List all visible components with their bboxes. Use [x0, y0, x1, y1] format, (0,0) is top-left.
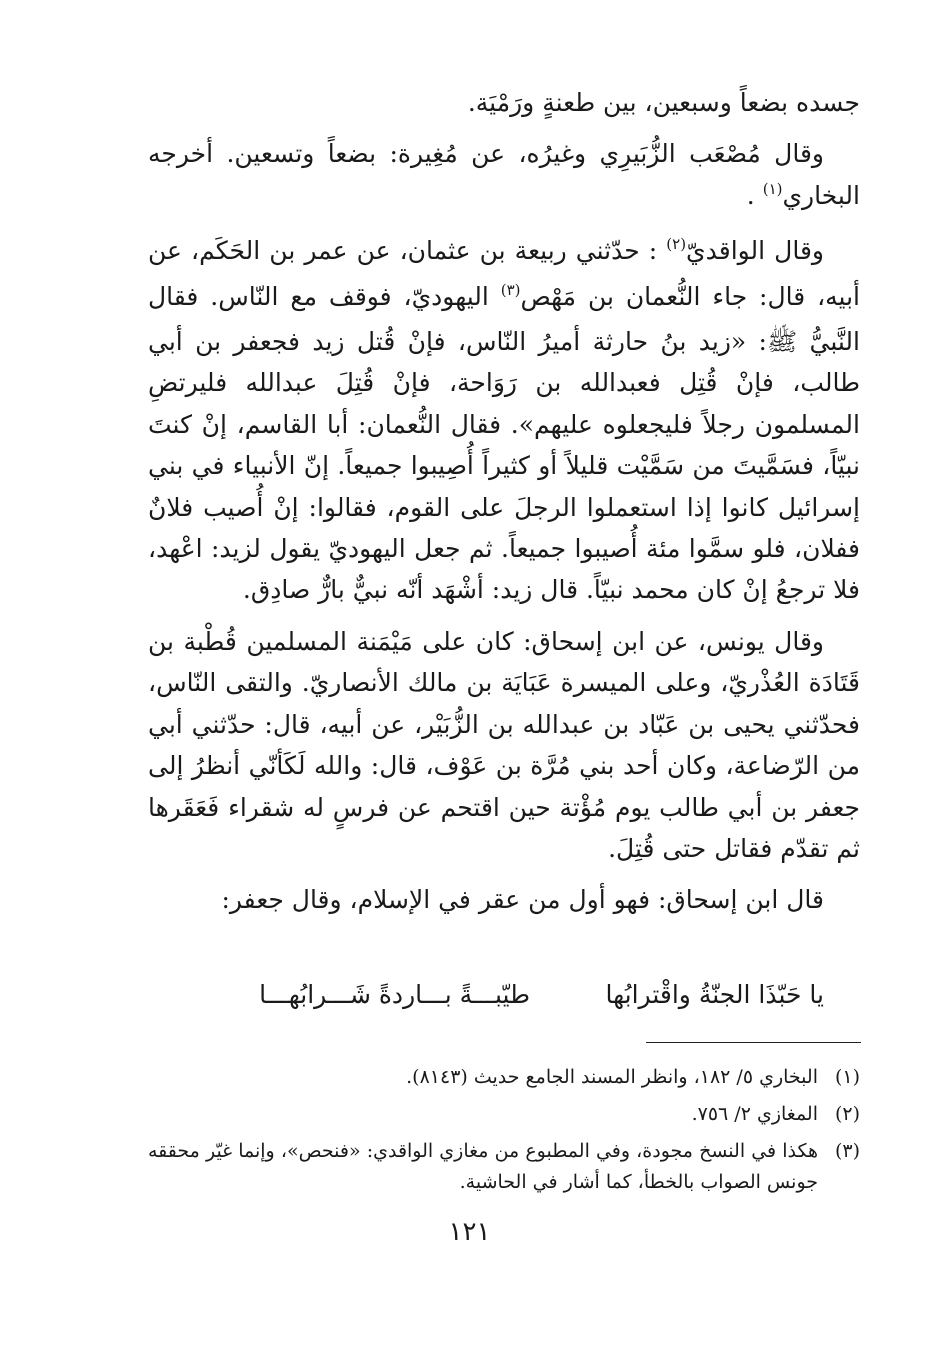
paragraph-2-text: وقال مُصْعَب الزُّبَيرِي وغيرُه، عن مُغِيرة: بضعاً وتسعين. أخرجه البخاري	[148, 139, 860, 210]
poem-hemistich-right: يا حَبّذَا الجنّةُ واقْترابُها	[605, 980, 824, 1009]
paragraph-4-text: وقال يونس، عن ابن إسحاق: كان على مَيْمَنة المسلمين قُطْبة بن قَتَادَة العُذْريّ، وعلى الميسرة عَبَايَة بن مالك الأنصاريّ. والتقى النّاس، فحدّثني يحيى بن عَبّاد بن عبدالله بن الزُّبَيْر، عن أبيه، قال: حدّثني أبي من الرّضاعة، وكان أحد بني مُرَّة بن عَوْف، قال: والله لَكَأنّي أنظرُ إلى جعفر بن أبي طالب يوم مُؤْتة حين اقتحم عن فرسٍ له شقراء فَعَقَرها ثم تقدّم فقاتل حتى قُتِلَ.	[148, 626, 860, 863]
poem-hemistich-left: طيّبـــةً بـــاردةً شَـــرابُهـــا	[259, 980, 530, 1009]
paragraph-5-text: قال ابن إسحاق: فهو أول من عقر في الإسلام، وقال جعفر:	[221, 885, 824, 915]
footnote-separator	[646, 1042, 861, 1043]
footnote-marker-1: (١)	[762, 179, 783, 198]
paragraph-1-text: جسده بضعاً وسبعين، بين طعنةٍ ورَمْيَة.	[467, 88, 860, 117]
paragraph-5	[148, 879, 860, 920]
footnote-3-text: هكذا في النسخ مجودة، وفي المطبوع من مغازي الواقدي: «فنحص»، وإنما غيّر محققه جونس الصواب بالخطأ، كما أشار في الحاشية.	[148, 1140, 818, 1193]
footnote-2	[148, 1099, 860, 1130]
page-number: ١٢١	[448, 1217, 491, 1247]
paragraph-1	[148, 82, 860, 123]
poem-verse	[148, 975, 860, 1015]
paragraph-3-text-c: اليهوديّ، فوقف مع النّاس. فقال النَّبيُّ ﷺ: «زيد بنُ حارثة أميرُ النّاس، فإنْ قُتل زيد فجعفر بن أبي طالب، فإنْ قُتِل فعبدالله بن رَوَاحة، فإنْ قُتِلَ عبدالله فليرتضِ المسلمون رجلاً فليجعلوه عليهم». فقال النُّعمان: أبا القاسم، إنْ كنتَ نبيّاً، فسَمَّيتَ من سَمَّيْت قليلاً أو كثيراً أُصِيبوا جميعاً. إنّ الأنبياء في بني إسرائيل كانوا إذا استعملوا الرجلَ على القوم، فقالوا: إنْ أُصيب فلانٌ ففلان، فلو سمَّوا مئة أُصيبوا جميعاً. ثم جعل اليهوديّ يقول لزيد: اعْهد، فلا ترجعُ إنْ كان محمد نبيّاً. قال زيد: أشْهَد أنّه نبيٌّ بارٌّ صادِق.	[148, 281, 860, 605]
paragraph-3	[148, 230, 860, 611]
paragraph-3-text-b: : حدّثني ربيعة بن عثمان، عن عمر بن الحَكَم، عن أبيه، قال: جاء النُّعمان بن مَهْص	[148, 236, 860, 311]
footnote-2-text: المغازي ٢/ ٧٥٦.	[691, 1103, 818, 1125]
footnote-2-number: (٢)	[834, 1103, 860, 1125]
footnote-3-number: (٣)	[834, 1140, 860, 1162]
footnotes	[148, 1062, 860, 1198]
paragraph-3-text-a: وقال الواقديّ	[686, 236, 824, 266]
paragraph-2	[148, 133, 860, 220]
main-text	[148, 82, 860, 921]
footnote-1	[148, 1062, 860, 1093]
footnote-1-number: (١)	[834, 1066, 860, 1088]
paragraph-4	[148, 621, 860, 869]
footnote-marker-2: (٢)	[666, 235, 687, 254]
paragraph-2-end: .	[746, 180, 763, 210]
footnote-3	[148, 1136, 860, 1198]
footnote-1-text: البخاري ٥/ ١٨٢، وانظر المسند الجامع حديث (٨١٤٣).	[406, 1066, 818, 1088]
footnote-marker-3: (٣)	[500, 280, 521, 299]
